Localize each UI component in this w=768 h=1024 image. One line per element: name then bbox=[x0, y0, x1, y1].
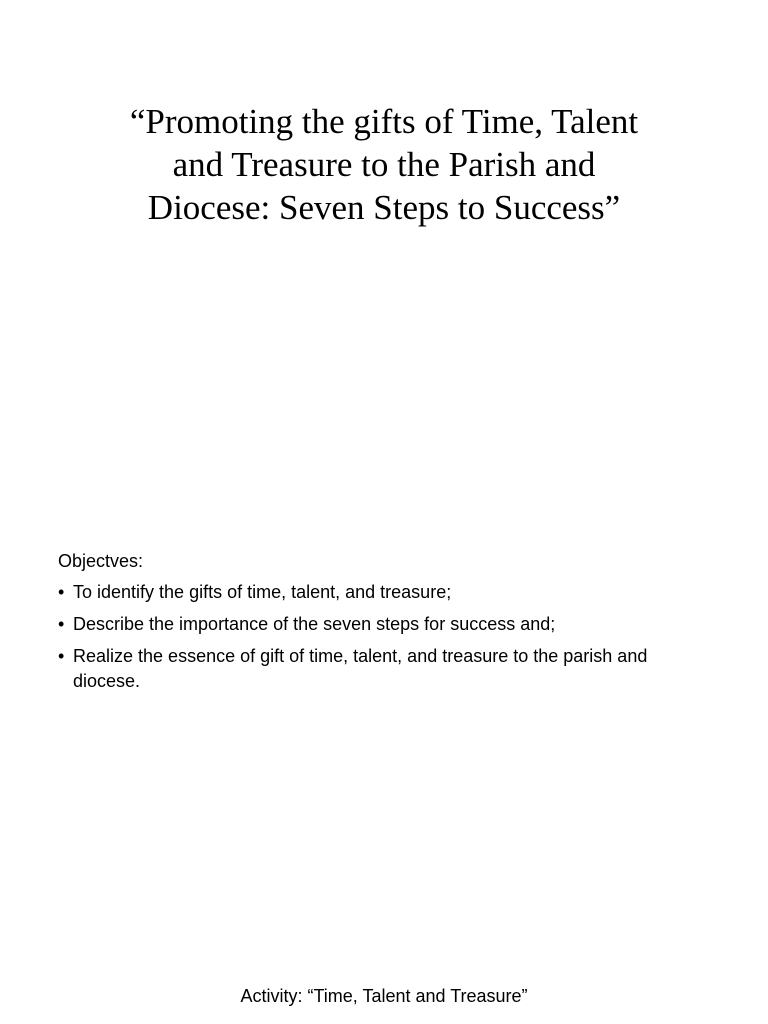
title-line-3: Diocese: Seven Steps to Success” bbox=[147, 188, 621, 227]
title-line-1: “Promoting the gifts of Time, Talent bbox=[129, 102, 639, 141]
objective-text: Describe the importance of the seven steps for success and; bbox=[73, 614, 556, 634]
list-item bbox=[58, 612, 718, 637]
bullet-icon: • bbox=[58, 582, 65, 602]
list-item bbox=[58, 644, 718, 694]
title-line-2: and Treasure to the Parish and bbox=[172, 145, 596, 184]
page-title bbox=[70, 100, 698, 229]
list-item bbox=[58, 580, 718, 605]
objective-text: To identify the gifts of time, talent, and treasure; bbox=[73, 582, 452, 602]
objectives-heading: Objectves: bbox=[58, 551, 144, 571]
objective-text: Realize the essence of gift of time, talent, and treasure to the parish and diocese. bbox=[73, 646, 648, 691]
objectives-section bbox=[58, 549, 718, 701]
bullet-icon: • bbox=[58, 614, 65, 634]
bullet-icon: • bbox=[58, 646, 65, 666]
objectives-list bbox=[58, 580, 718, 694]
activity-caption: Activity: “Time, Talent and Treasure” bbox=[240, 986, 528, 1006]
